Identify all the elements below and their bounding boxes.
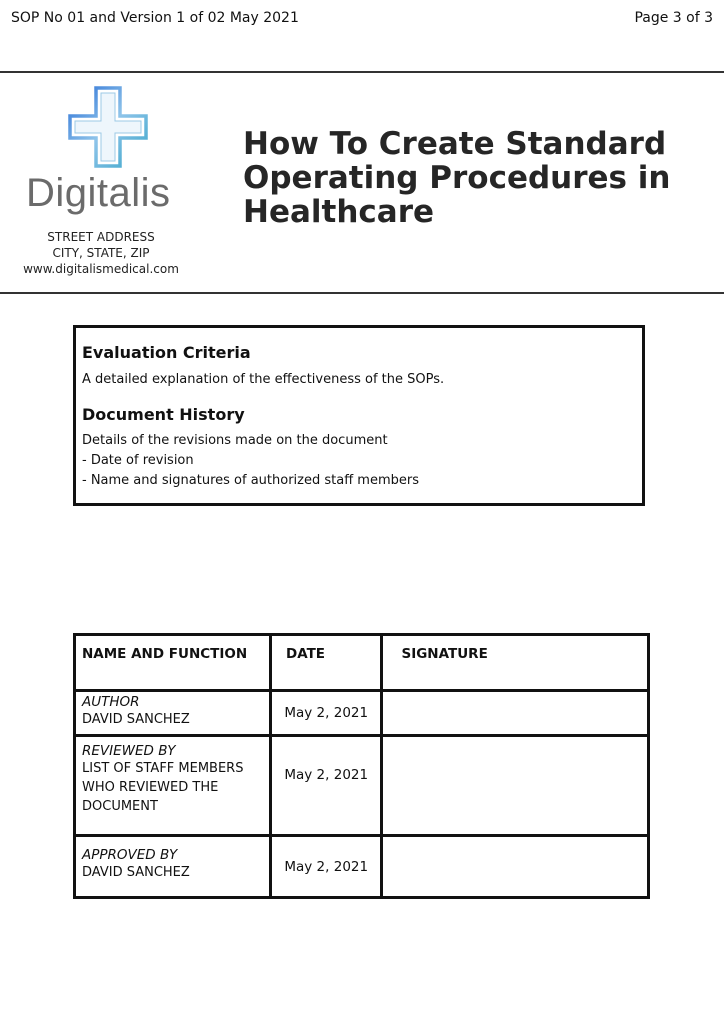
reviewer-line: WHO REVIEWED THE <box>82 780 219 795</box>
signature-cell[interactable] <box>382 736 649 836</box>
role-label: AUTHOR <box>82 694 140 710</box>
medical-cross-icon <box>68 86 148 168</box>
signature-cell[interactable] <box>382 836 649 898</box>
page-number: Page 3 of 3 <box>634 10 713 26</box>
signature-cell[interactable] <box>382 691 649 736</box>
date-cell: May 2, 2021 <box>270 836 382 898</box>
history-line: - Date of revision <box>82 453 194 468</box>
table-row <box>75 691 649 736</box>
criteria-history-box <box>73 325 645 506</box>
table-row <box>75 736 649 836</box>
sop-info: SOP No 01 and Version 1 of 02 May 2021 <box>11 10 299 26</box>
street-address: STREET ADDRESS <box>47 230 155 244</box>
city-state-zip: CITY, STATE, ZIP <box>52 246 150 260</box>
person-name: DAVID SANCHEZ <box>82 712 190 727</box>
table-header-row <box>75 635 649 691</box>
header-name-function: NAME AND FUNCTION <box>75 635 271 691</box>
person-name: DAVID SANCHEZ <box>82 865 190 880</box>
header-date: DATE <box>270 635 382 691</box>
signature-table <box>73 633 650 899</box>
date-cell: May 2, 2021 <box>270 736 382 836</box>
header-signature: SIGNATURE <box>382 635 649 691</box>
title-divider <box>0 292 724 294</box>
role-label: APPROVED BY <box>82 847 178 863</box>
reviewer-line: LIST OF STAFF MEMBERS <box>82 761 244 776</box>
evaluation-heading: Evaluation Criteria <box>82 343 251 362</box>
evaluation-text: A detailed explanation of the effectiveness of the SOPs. <box>82 372 445 387</box>
header-divider <box>0 71 724 73</box>
company-name: Digitalis <box>26 171 171 215</box>
history-line: - Name and signatures of authorized staff members <box>82 473 419 488</box>
history-line: Details of the revisions made on the document <box>82 433 388 448</box>
document-title: How To Create Standard Operating Procedures in Healthcare <box>243 126 671 230</box>
reviewer-line: DOCUMENT <box>82 799 158 814</box>
date-cell: May 2, 2021 <box>270 691 382 736</box>
table-row <box>75 836 649 898</box>
history-heading: Document History <box>82 405 245 424</box>
website-link[interactable]: www.digitalismedical.com <box>23 262 179 276</box>
role-label: REVIEWED BY <box>82 743 176 759</box>
